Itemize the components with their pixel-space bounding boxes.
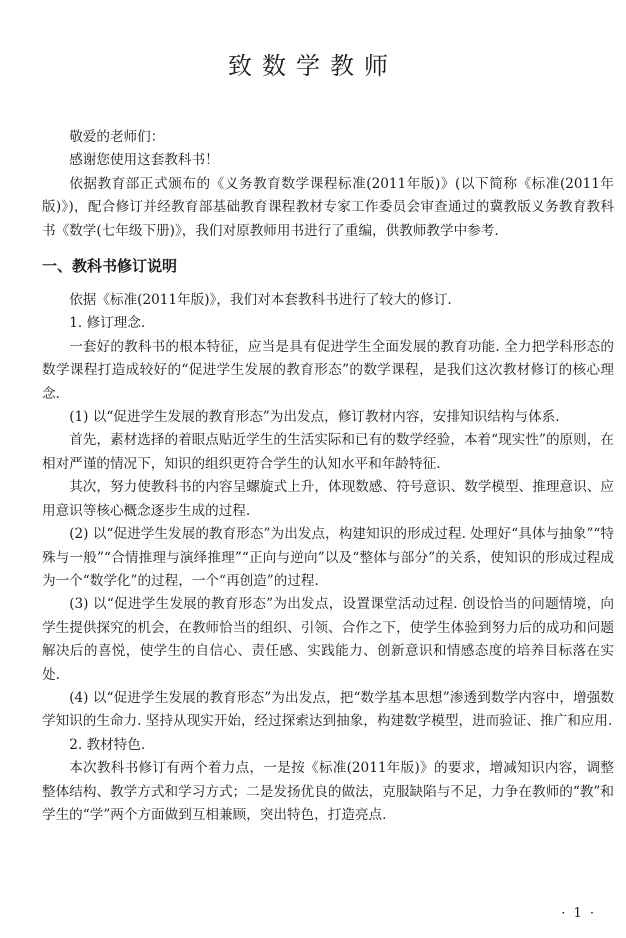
paragraph-section-3: 一套好的教科书的根本特征，应当是具有促进学生全面发展的教育功能. 全力把学科形态的数学课程打造成较好的“促进学生发展的教育形态”的数学课程，是我们这次教材修订的核心理念. bbox=[42, 338, 614, 402]
page-title: 致数学教师 bbox=[228, 52, 398, 80]
section-title: 一、教科书修订说明 bbox=[42, 257, 178, 276]
paragraph-section-11: 本次教科书修订有两个着力点，一是按《标准(2011年版)》的要求，增减知识内容，调整整体结构、教学方式和学习方式；二是发扬优良的做法，克服缺陷与不足，力争在教师的“教”和学生的“学”两个方面做到互相兼顾，突出特色，打造亮点. bbox=[42, 760, 614, 823]
paragraph-section-7: (2) 以“促进学生发展的教育形态”为出发点，构建知识的形成过程. 处理好“具体与抽象”“特殊与一般”“合情推理与演绎推理”“正向与逆向”以及“整体与部分”的关系，使知识的形成过程成为一个“数学化”的过程，一个“再创造”的过程. bbox=[42, 526, 614, 589]
paragraph-section-1: 依据《标准(2011年版)》，我们对本套教科书进行了较大的修订. bbox=[69, 292, 452, 309]
paragraph-section-5: 首先，素材选择的着眼点贴近学生的生活实际和已有的数学经验，本着“现实性”的原则，在相对严谨的情况下，知识的组织更符合学生的认知水平和年龄特征. bbox=[42, 432, 614, 472]
paragraph-section-9: (4) 以“促进学生发展的教育形态”为出发点，把“数学基本思想”渗透到数学内容中，增强数学知识的生命力. 坚持从现实开始，经过探索达到抽象，构建数学模型，进而验证、推广和应用. bbox=[42, 689, 614, 730]
paragraph-section-4: (1) 以“促进学生发展的教育形态”为出发点，修订教材内容，安排知识结构与体系. bbox=[69, 409, 560, 426]
paragraph-section-6: 其次，努力使教科书的内容呈螺旋式上升，体现数感、符号意识、数学模型、推理意识、应用意识等核心概念逐步生成的过程. bbox=[42, 479, 614, 519]
page-number: · 1 · bbox=[561, 906, 596, 921]
greeting: 敬爱的老师们： bbox=[69, 129, 165, 145]
paragraph-section-2: 1. 修订理念. bbox=[69, 315, 146, 332]
paragraph-section-10: 2. 教材特色. bbox=[69, 736, 146, 753]
document-body bbox=[42, 126, 614, 827]
paragraph-intro-1: 感谢您使用这套教科书！ bbox=[69, 152, 219, 169]
paragraph-section-8: (3) 以“促进学生发展的教育形态”为出发点，设置课堂活动过程. 创设恰当的问题情境，向学生提供探究的机会，在教师恰当的组织、引领、合作之下，使学生体验到努力后的成功和问题解决后的喜悦，使学生的自信心、责任感、实践能力、创新意识和情感态度的培养目标落在实处. bbox=[42, 596, 614, 683]
paragraph-intro-2: 依据教育部正式颁布的《义务教育数学课程标准(2011年版)》(以下简称《标准(2011年版)》)，配合修订并经教育部基础教育课程教材专家工作委员会审查通过的冀教版义务教育教科书《数学(七年级下册)》，我们对原教师用书进行了重编，供教师教学中参考. bbox=[42, 175, 614, 239]
